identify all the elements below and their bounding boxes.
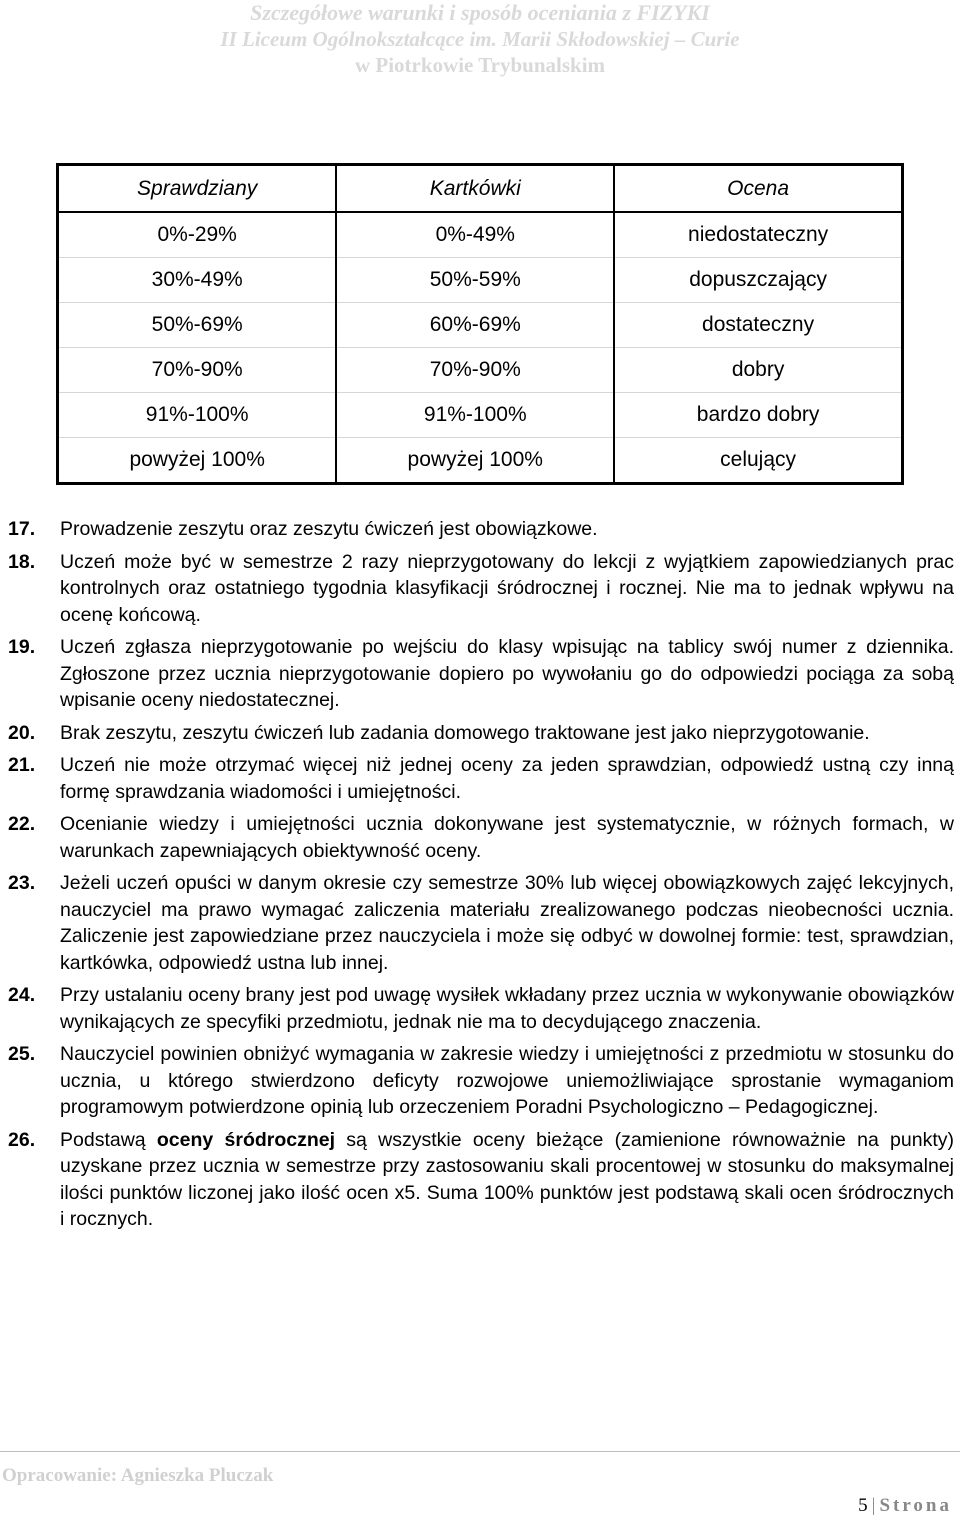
table-row [58, 393, 903, 438]
header-city: w Piotrkowie Trybunalskim [354, 53, 606, 77]
table-cell: 91%-100% [58, 393, 337, 438]
list-item [8, 549, 954, 629]
column-header-quizzes: Kartkówki [336, 165, 614, 213]
table-cell: 30%-49% [58, 258, 337, 303]
list-item [8, 1041, 954, 1121]
table-cell: powyżej 100% [336, 438, 614, 484]
page-number: 5 [858, 1495, 868, 1516]
item-text: Nauczyciel powinien obniżyć wymagania w zakresie wiedzy i umiejętności z przedmiotu w stosunku do ucznia, u którego stwierdzono deficyty rozwojowe uniemożliwiające sprostanie wymaganiom programowym potwierdzone opinią lub orzeczeniem Poradni Psychologiczno – Pedagogicznej. [60, 1043, 954, 1118]
list-item [8, 720, 954, 747]
item-text: Uczeń może być w semestrze 2 razy nieprzygotowany do lekcji z wyjątkiem zapowiedzianych prac kontrolnych oraz ostatniego tygodnia klasyfikacji śródrocznej i rocznej. Nie ma to jednak wpływu na ocenę końcową. [60, 550, 954, 626]
table-cell: 50%-69% [58, 303, 337, 348]
table-row [58, 303, 903, 348]
table-cell: dobry [614, 348, 902, 393]
table-cell: 50%-59% [336, 258, 614, 303]
page-header [0, 0, 960, 78]
table-cell: 91%-100% [336, 393, 614, 438]
table-cell: dostateczny [614, 303, 902, 348]
table-cell: dopuszczający [614, 258, 902, 303]
list-item [8, 1127, 954, 1233]
list-item [8, 811, 954, 864]
table-row [58, 212, 903, 258]
item-number: 20. [8, 721, 36, 744]
item-number: 18. [8, 550, 36, 573]
rules-list [8, 516, 954, 1239]
table-row [58, 348, 903, 393]
list-item [8, 982, 954, 1035]
header-school-name: II Liceum Ogólnokształcące im. Marii Skłodowskiej – Curie [220, 27, 740, 51]
item-text: Uczeń nie może otrzymać więcej niż jednej oceny za jeden sprawdzian, odpowiedź ustną czy inną formę sprawdzania wiadomości i umiejętności. [60, 754, 954, 803]
column-header-tests: Sprawdziany [58, 165, 337, 213]
item-number: 22. [8, 813, 36, 835]
list-item [8, 634, 954, 714]
item-number: 26. [8, 1128, 36, 1151]
list-item [8, 516, 954, 543]
table-cell: 60%-69% [336, 303, 614, 348]
item-text: Przy ustalaniu oceny brany jest pod uwagę wysiłek wkładany przez ucznia w wykonywanie obowiązków wynikających ze specyfiki przedmiotu, jednak nie ma to decydującego znaczenia. [60, 984, 954, 1033]
table-cell: celujący [614, 438, 902, 484]
table-row [58, 438, 903, 484]
item-number: 19. [8, 636, 36, 658]
item-number: 17. [8, 518, 36, 540]
item-text [60, 1129, 954, 1231]
item-number: 23. [8, 872, 36, 894]
table-header-row [58, 165, 903, 213]
list-item [8, 752, 954, 805]
item-number: 25. [8, 1043, 36, 1065]
header-subject-title: Szczegółowe warunki i sposób oceniania z FIZYKI [250, 0, 710, 25]
item-number: 21. [8, 754, 36, 776]
table-cell: 70%-90% [336, 348, 614, 393]
table-cell: 70%-90% [58, 348, 337, 393]
item-text: Brak zeszytu, zeszytu ćwiczeń lub zadania domowego traktowane jest jako nieprzygotowanie. [60, 721, 870, 744]
column-header-grade: Ocena [614, 165, 902, 213]
footer-author: Opracowanie: Agnieszka Pluczak [2, 1465, 274, 1486]
page-separator: | [871, 1495, 876, 1516]
footer-divider [0, 1451, 960, 1452]
item-text: Uczeń zgłasza nieprzygotowanie po wejściu do klasy wpisując na tablicy swój numer z dziennika. Zgłoszone przez ucznia nieprzygotowanie dopiero po wywołaniu go do odpowiedzi pociąga za sobą wpisanie oceny niedostatecznej. [60, 636, 954, 711]
page-number-label [858, 1495, 952, 1517]
item-number: 24. [8, 984, 36, 1006]
item-text-part [213, 1129, 224, 1151]
table-cell: bardzo dobry [614, 393, 902, 438]
table-cell: 0%-29% [58, 212, 337, 258]
item-text: Jeżeli uczeń opuści w danym okresie czy semestrze 30% lub więcej obowiązkowych zajęć lekcyjnych, nauczyciel ma prawo wymagać zaliczenia materiału zrealizowanego podczas nieobecności ucznia. Zaliczenie jest zapowiedziane przez nauczyciela i może się odbyć w dowolnej formie: test, sprawdzian, kartkówka, odpowiedź ustna lub innej. [60, 872, 954, 974]
item-text-bold: śródrocznej [224, 1128, 336, 1151]
item-text: Prowadzenie zeszytu oraz zeszytu ćwiczeń jest obowiązkowe. [60, 518, 598, 540]
page-word: Strona [879, 1495, 952, 1516]
item-text: Ocenianie wiedzy i umiejętności ucznia dokonywane jest systematycznie, w różnych formach, w warunkach zapewniających obiektywność oceny. [60, 813, 954, 862]
item-text-part: Podstawą [60, 1128, 157, 1151]
item-text-bold: oceny [156, 1128, 214, 1151]
table-cell: powyżej 100% [58, 438, 337, 484]
table-cell: 0%-49% [336, 212, 614, 258]
table-cell: niedostateczny [614, 212, 902, 258]
item-text-part: są wszystkie oceny bieżące (zamienione równoważnie na punkty) uzyskane przez ucznia w semestrze przy zastosowaniu skali procentowej w stosunku do maksymalnej ilości punktów liczonej jako ilość ocen x5. Suma 100% punktów jest podstawą skali ocen śródrocznych i rocznych. [60, 1128, 955, 1230]
grading-table [56, 163, 904, 485]
table-row [58, 258, 903, 303]
list-item [8, 870, 954, 976]
